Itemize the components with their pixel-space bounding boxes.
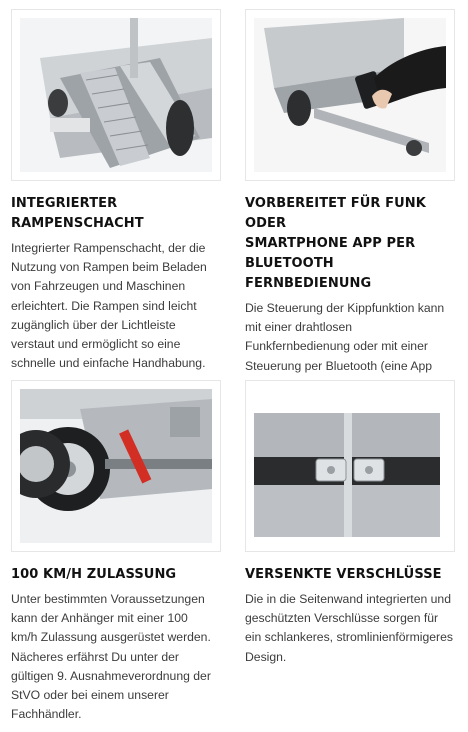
feature-title: INTEGRIERTER RAMPENSCHACHT [11,196,144,231]
feature-description: Die in die Seitenwand integrierten und geschützten Verschlüsse sorgen für ein schlankeres, stromlinienförmigeres Design. [245,592,453,664]
feature-title: 100 KM/H ZULASSUNG [11,567,177,582]
ramp-trailer-photo [20,18,212,172]
feature-card-ramp [11,9,223,373]
feature-card-latches [245,380,457,667]
feature-card-remote [245,9,457,414]
feature-image-ramp [11,9,221,181]
feature-image-speed [11,380,221,552]
feature-title: VORBEREITET FÜR FUNK ODER SMARTPHONE APP PER BLUETOOTH FERNBEDIENUNG [245,196,426,291]
feature-image-remote [245,9,455,181]
feature-description: Integrierter Rampenschacht, der die Nutzung von Rampen beim Beladen von Fahrzeugen und Maschinen erleichtert. Die Rampen sind leicht zugänglich über der Lichtleiste verstaut und ermöglicht so eine schnelle und einfache Handhabung. [11,241,207,371]
latch-photo [254,389,446,543]
feature-description: Die Steuerung der Kippfunktion kann mit einer drahtlosen Funkfernbedienung oder mit einer Steuerung per Bluetooth (eine App [245,301,445,373]
feature-card-speed [11,380,223,724]
feature-description: Unter bestimmten Voraussetzungen kann der Anhänger mit einer 100 km/h Zulassung ausgerüstet werden. Nächeres erfährst Du unter der gültigen 9. Ausnahmeverordnung der StVO oder bei einem unserer Fachhändler. [11,592,211,722]
feature-title: VERSENKTE VERSCHLÜSSE [245,567,442,582]
feature-image-latches [245,380,455,552]
remote-control-photo [254,18,446,172]
axle-wheel-photo [20,389,212,543]
